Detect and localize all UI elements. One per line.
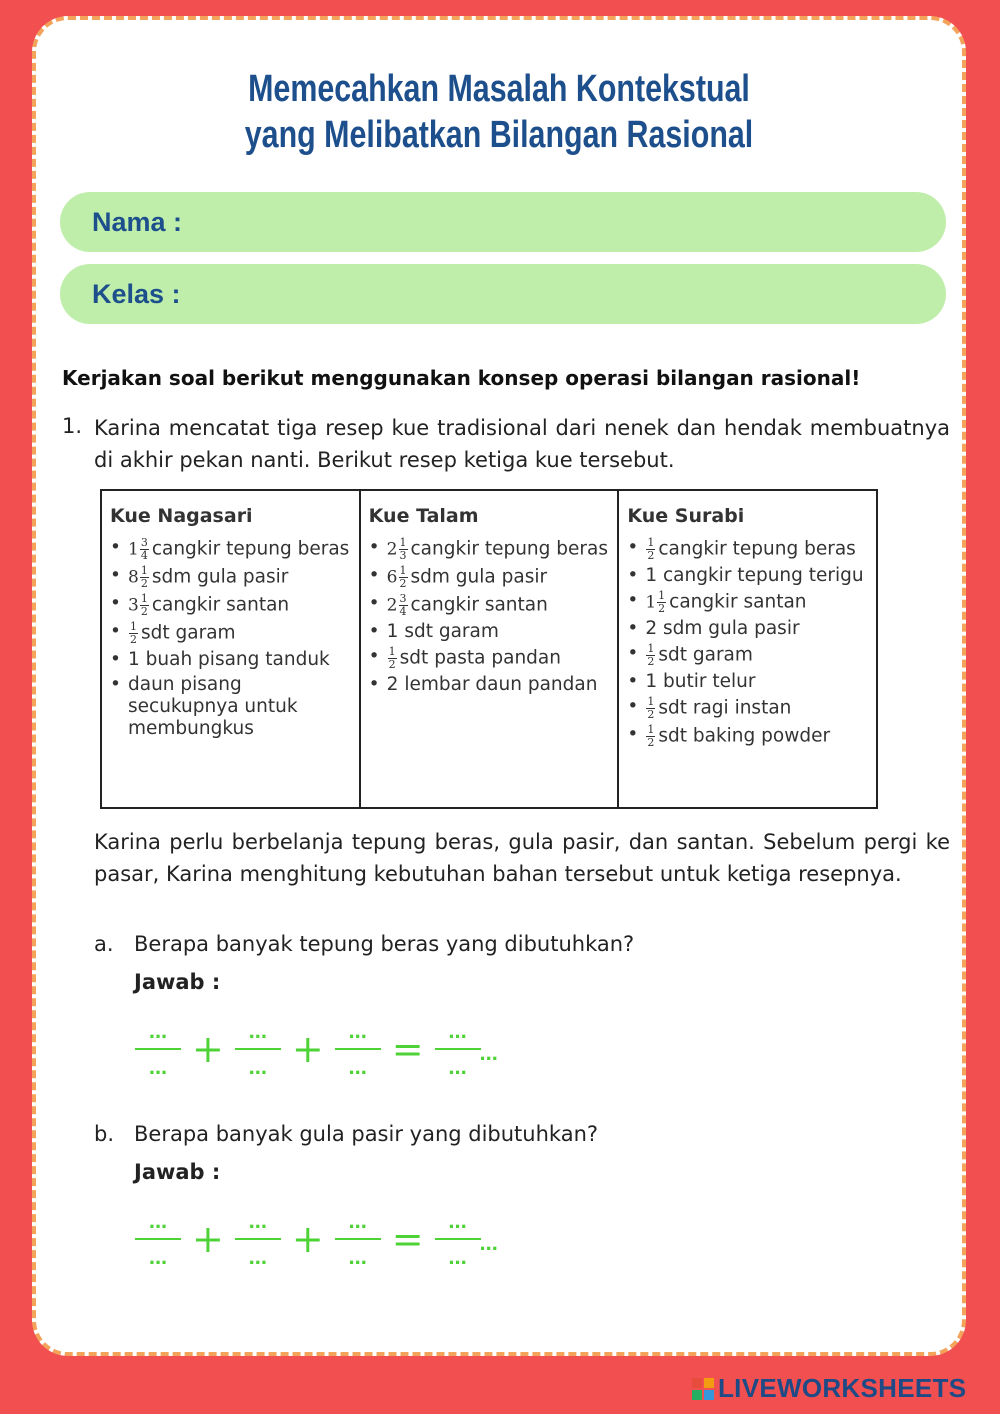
ingredient-content [645, 643, 753, 668]
answer-fraction [336, 1206, 380, 1272]
ingredient-item [369, 674, 610, 696]
ingredient-item [110, 593, 351, 618]
fraction-denominator: 4 [399, 605, 407, 618]
ingredient-text: cangkir tepung beras [410, 538, 608, 560]
kelas-field-row [60, 264, 946, 324]
ingredient-content [645, 618, 799, 640]
fraction [129, 621, 138, 646]
mixed-whole: 2 [386, 539, 398, 560]
denominator-input[interactable] [436, 1242, 480, 1272]
ingredient-content [645, 724, 830, 749]
answer-fraction [236, 1016, 280, 1082]
recipe-title: Kue Nagasari [110, 505, 253, 527]
subquestion-a-text: Berapa banyak tepung beras yang dibutuhkan? [134, 932, 635, 956]
fraction-denominator: 2 [399, 577, 407, 590]
answer-b-label: Jawab : [134, 1160, 221, 1184]
answer-fraction [336, 1016, 380, 1082]
worksheet-card [32, 16, 966, 1356]
plus-sign: + [291, 1217, 324, 1261]
fraction-numerator: 1 [647, 642, 655, 655]
fraction-bar [435, 1048, 481, 1050]
subquestion-a-label: a. [94, 932, 114, 956]
ingredient-list [110, 537, 351, 740]
ingredient-text: cangkir santan [151, 594, 290, 616]
numerator-input[interactable] [436, 1016, 480, 1046]
ingredient-item [110, 565, 351, 590]
answer-fraction [436, 1206, 480, 1272]
ingredient-item [369, 537, 610, 562]
bullet: • [627, 537, 639, 558]
fraction-numerator: 1 [140, 564, 148, 577]
recipe-title: Kue Surabi [627, 505, 745, 527]
ingredient-text: cangkir tepung beras [658, 538, 856, 560]
ingredient-content [128, 674, 351, 740]
nama-field-row [60, 192, 946, 252]
ingredient-text: sdm gula pasir [151, 566, 289, 588]
denominator-input[interactable] [336, 1052, 380, 1082]
ingredient-item [110, 621, 351, 646]
ingredient-text: sdt pasta pandan [399, 647, 561, 669]
fraction [646, 537, 655, 562]
fraction [140, 565, 149, 590]
logo-square [704, 1390, 714, 1400]
ingredient-text: sdt baking powder [658, 725, 831, 747]
fraction-denominator: 2 [647, 655, 655, 668]
ingredient-text: 2 lembar daun pandan [386, 674, 598, 695]
denominator-input[interactable] [336, 1242, 380, 1272]
ingredient-item [369, 621, 610, 643]
bullet: • [110, 621, 121, 642]
ingredient-content [387, 537, 608, 562]
plus-sign: + [192, 1027, 224, 1071]
ingredient-content [387, 593, 548, 618]
fraction [399, 565, 408, 590]
instruction: Kerjakan soal berikut menggunakan konsep operasi bilangan rasional! [62, 366, 861, 390]
ingredient-text: cangkir santan [410, 594, 548, 616]
denominator-input[interactable] [136, 1242, 180, 1272]
bullet: • [110, 593, 121, 614]
fraction [399, 537, 408, 562]
title-line-2: yang Melibatkan Bilangan Rasional [244, 114, 754, 156]
subquestion-b-text: Berapa banyak gula pasir yang dibutuhkan? [134, 1122, 599, 1146]
ingredient-content [387, 646, 561, 671]
ingredient-content [128, 565, 288, 590]
fraction-denominator: 3 [399, 549, 407, 562]
question-number: 1. [62, 414, 83, 438]
ingredient-item [627, 590, 868, 615]
mixed-whole: 1 [645, 592, 657, 613]
denominator-input[interactable] [236, 1242, 280, 1272]
ingredient-list [627, 537, 868, 749]
recipe-title: Kue Talam [368, 505, 479, 527]
whole-number-input[interactable] [480, 1040, 526, 1066]
ingredient-content [387, 621, 499, 643]
ingredient-text: cangkir tepung beras [151, 538, 350, 560]
denominator-input[interactable] [436, 1052, 480, 1082]
fraction-numerator: 1 [647, 695, 655, 708]
mixed-whole: 2 [386, 595, 398, 616]
ingredient-item [627, 618, 868, 640]
fraction-numerator: 1 [140, 592, 148, 605]
brand-text: LIVEWORKSHEETS [718, 1373, 967, 1403]
recipe-column-talam [361, 491, 620, 807]
kelas-input[interactable] [193, 271, 916, 317]
numerator-input[interactable] [336, 1016, 380, 1046]
answer-fraction [136, 1206, 180, 1272]
fraction-numerator: 1 [388, 645, 396, 658]
fraction [646, 724, 655, 749]
ingredient-content [128, 593, 289, 618]
fraction [646, 643, 655, 668]
fraction-denominator: 2 [647, 736, 655, 749]
bullet: • [627, 590, 639, 611]
fraction-denominator: 2 [140, 605, 148, 618]
ingredient-text: cangkir santan [669, 591, 807, 613]
fraction-numerator: 1 [399, 564, 407, 577]
fraction [646, 696, 655, 721]
nama-input[interactable] [194, 199, 916, 245]
fraction-numerator: 1 [399, 536, 407, 549]
mixed-whole: 3 [128, 595, 139, 616]
bullet: • [627, 671, 639, 692]
ingredient-text: sdt ragi instan [658, 697, 792, 719]
fraction-bar [135, 1048, 181, 1050]
plus-sign: + [192, 1217, 224, 1261]
answer-fraction [436, 1016, 480, 1082]
fraction-bar [135, 1238, 181, 1240]
fraction-numerator: 1 [647, 723, 655, 736]
ingredient-content [387, 674, 598, 696]
fraction-denominator: 2 [658, 602, 666, 615]
ingredient-content [645, 671, 755, 693]
bullet: • [627, 696, 639, 717]
ingredient-item [627, 643, 868, 668]
fraction-bar [435, 1238, 481, 1240]
bullet: • [368, 621, 380, 642]
bullet: • [110, 674, 121, 695]
ingredient-text: 1 sdt garam [386, 621, 499, 642]
ingredient-item [110, 537, 351, 562]
fraction-numerator: 1 [647, 536, 655, 549]
ingredient-item [627, 724, 868, 749]
mixed-whole: 1 [128, 539, 139, 560]
fraction-denominator: 2 [647, 549, 655, 562]
ingredient-item [627, 565, 868, 587]
logo-square [692, 1390, 702, 1400]
fraction-denominator: 2 [140, 577, 148, 590]
subquestion-b-label: b. [94, 1122, 115, 1146]
liveworksheets-brand [692, 1373, 966, 1404]
ingredient-content [128, 649, 330, 671]
bullet: • [368, 646, 380, 667]
ingredient-item [110, 649, 351, 671]
kelas-label: Kelas : [92, 278, 181, 309]
fraction [388, 646, 397, 671]
logo-square [692, 1378, 702, 1388]
recipe-column-surabi [619, 491, 876, 807]
fraction-denominator: 2 [130, 633, 137, 646]
ingredient-text: 2 sdm gula pasir [645, 618, 800, 639]
fraction-denominator: 2 [388, 658, 396, 671]
ingredient-item [369, 646, 610, 671]
recipe-column-nagasari [102, 491, 361, 807]
fraction-numerator: 3 [399, 592, 407, 605]
numerator-input[interactable] [236, 1016, 280, 1046]
fraction-denominator: 4 [140, 549, 148, 562]
fraction [140, 593, 149, 618]
logo-square [704, 1378, 714, 1388]
answer-fraction [236, 1206, 280, 1272]
question-context: Karina perlu berbelanja tepung beras, gula pasir, dan santan. Sebelum pergi ke pasar, Karina menghitung kebutuhan bahan tersebut untuk ketiga resepnya. [94, 830, 950, 886]
fraction [399, 593, 408, 618]
ingredient-text: sdt garam [141, 622, 236, 644]
numerator-input[interactable] [136, 1206, 180, 1236]
mixed-whole: 8 [128, 567, 139, 588]
whole-number-input[interactable] [480, 1230, 526, 1256]
fraction-denominator: 2 [647, 708, 655, 721]
bullet: • [627, 643, 639, 664]
ingredient-content [645, 590, 806, 615]
ingredient-item [369, 565, 610, 590]
fraction-numerator: 1 [658, 589, 666, 602]
ingredient-content [128, 621, 236, 646]
ingredient-text: daun pisang secukupnya untuk membungkus [128, 674, 298, 739]
denominator-input[interactable] [136, 1052, 180, 1082]
bullet: • [110, 537, 121, 558]
recipe-table [100, 489, 878, 809]
ingredient-content [645, 565, 863, 587]
ingredient-text: 1 buah pisang tanduk [128, 649, 330, 670]
answer-a-label: Jawab : [134, 970, 221, 994]
ingredient-item [110, 674, 351, 740]
nama-label: Nama : [92, 206, 183, 237]
question-intro: Karina mencatat tiga resep kue tradisional dari nenek dan hendak membuatnya di akhir pekan nanti. Berikut resep ketiga kue tersebut. [94, 416, 950, 472]
fraction [657, 590, 666, 615]
bullet: • [627, 618, 639, 639]
mixed-whole: 6 [386, 567, 398, 588]
plus-sign: + [291, 1027, 324, 1071]
bullet: • [110, 649, 121, 670]
ingredient-text: sdt garam [658, 644, 753, 666]
bullet: • [627, 565, 639, 586]
numerator-input[interactable] [136, 1016, 180, 1046]
liveworksheets-logo-icon [692, 1378, 714, 1400]
answer-b-equation [136, 1206, 526, 1272]
bullet: • [368, 593, 380, 614]
answer-a-equation [136, 1016, 526, 1082]
ingredient-text: sdm gula pasir [410, 566, 548, 588]
numerator-input[interactable] [436, 1206, 480, 1236]
fraction-bar [335, 1238, 381, 1240]
fraction-numerator: 3 [140, 536, 148, 549]
ingredient-item [369, 593, 610, 618]
ingredient-text: 1 butir telur [645, 671, 756, 692]
ingredient-content [645, 696, 791, 721]
fraction-bar [235, 1048, 281, 1050]
bullet: • [110, 565, 121, 586]
bullet: • [368, 565, 380, 586]
denominator-input[interactable] [236, 1052, 280, 1082]
title-line-1: Memecahkan Masalah Kontekstual [248, 68, 750, 110]
fraction-bar [235, 1238, 281, 1240]
bullet: • [368, 674, 380, 695]
fraction-bar [335, 1048, 381, 1050]
ingredient-content [645, 537, 855, 562]
fraction-numerator: 1 [130, 620, 137, 633]
numerator-input[interactable] [236, 1206, 280, 1236]
equals-sign: = [391, 1217, 424, 1261]
ingredient-text: 1 cangkir tepung terigu [645, 565, 864, 586]
ingredient-content [128, 537, 349, 562]
fraction [140, 537, 149, 562]
ingredient-item [627, 537, 868, 562]
equals-sign: = [391, 1027, 424, 1071]
ingredient-item [627, 671, 868, 693]
ingredient-item [627, 696, 868, 721]
answer-fraction [136, 1016, 180, 1082]
bullet: • [627, 724, 639, 745]
page-title [129, 66, 870, 158]
ingredient-content [387, 565, 547, 590]
numerator-input[interactable] [336, 1206, 380, 1236]
bullet: • [368, 537, 380, 558]
ingredient-list [369, 537, 610, 696]
